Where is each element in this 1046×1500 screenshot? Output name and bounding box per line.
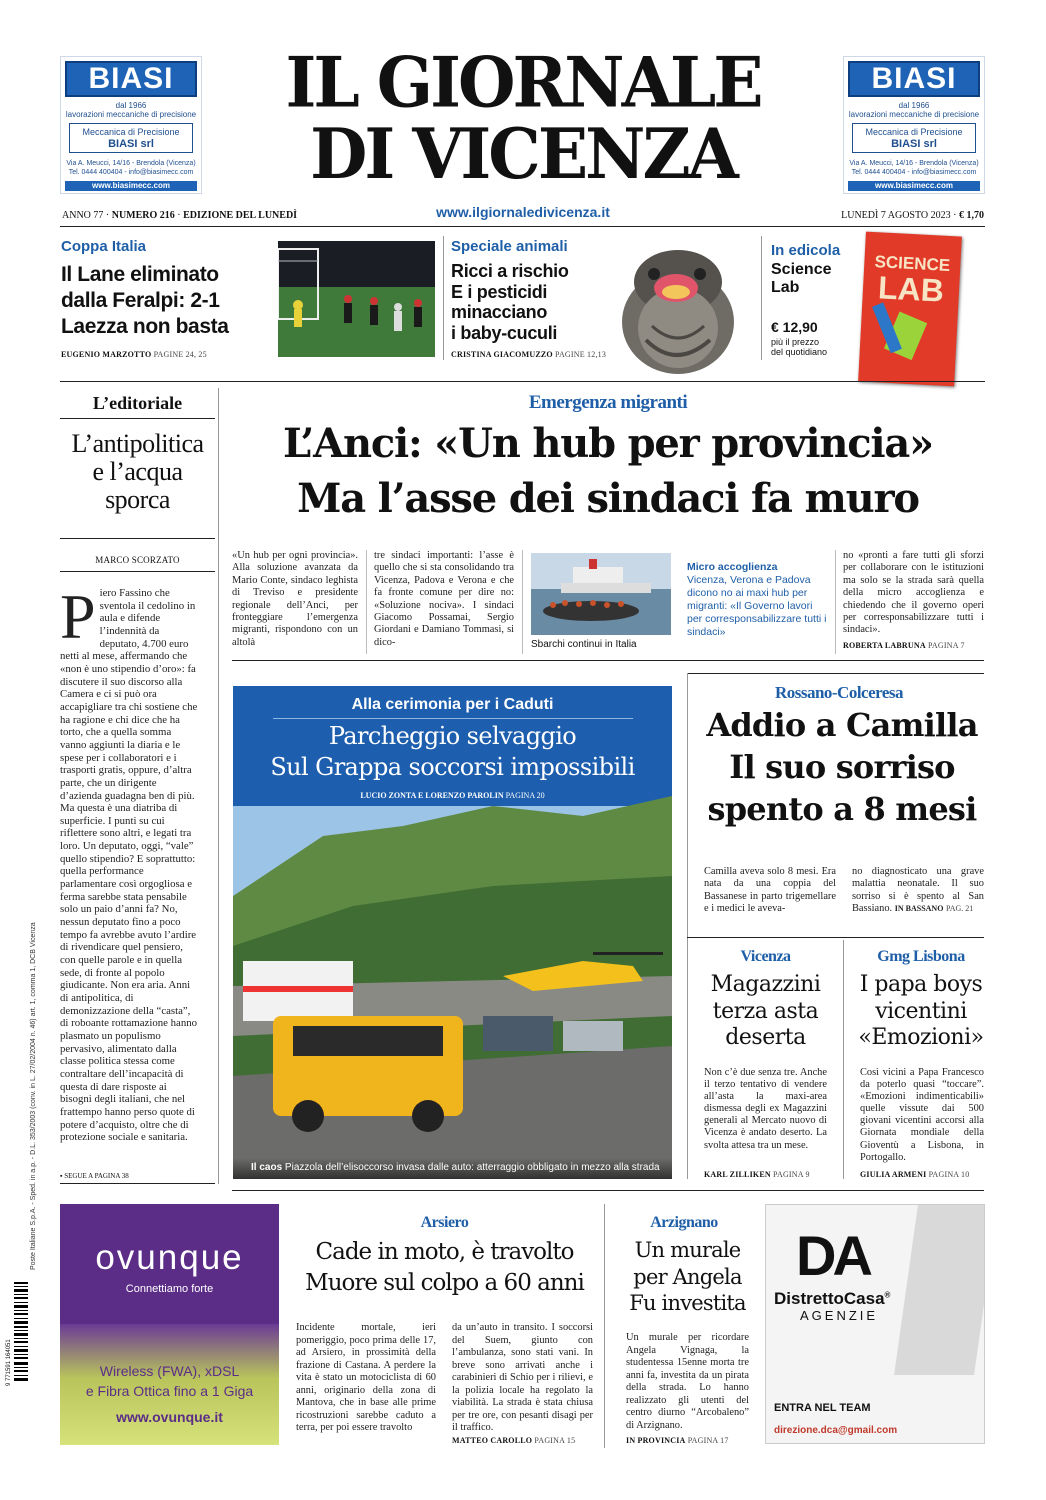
edizione: EDIZIONE DEL LUNEDÌ: [183, 210, 298, 221]
migrants-caption: Sbarchi continui in Italia: [531, 639, 637, 650]
gmg-headline[interactable]: I papa boys vicentini «Emozioni»: [858, 972, 984, 1050]
arsiero-byline: MATTEO CAROLLO PAGINA 15: [452, 1436, 576, 1445]
biasi-since2: lavorazioni meccaniche di precisione: [848, 110, 980, 119]
coppa-kicker: Coppa Italia: [61, 238, 147, 255]
biasi-ad-right[interactable]: [843, 56, 985, 194]
photo-byline: LUCIO ZONTA E LORENZO PAROLIN PAGINA 20: [360, 791, 545, 800]
photo-caption: Il caos Piazzola dell’elisoccorso invasa dalle auto: atterraggio obbligato in mezzo alla strada: [233, 1158, 672, 1179]
dropcap: P: [60, 587, 96, 652]
arsiero-kicker: Arsiero: [420, 1214, 469, 1231]
price: € 1,70: [959, 210, 984, 221]
cuckoo-bird-photo: [606, 230, 752, 380]
editoriale-kicker: L’editoriale: [92, 393, 183, 413]
migrants-photo: [531, 553, 671, 635]
anno: ANNO 77: [62, 210, 104, 221]
magazzini-kicker: Vicenza: [740, 948, 791, 965]
distrettocasa-cta[interactable]: ENTRA NEL TEAM: [774, 1402, 871, 1414]
distrettocasa-brand: DistrettoCasa®: [774, 1289, 891, 1308]
editoriale-body: Piero Fassino che sventola il cedolino in aula e difende l’indennità da deputato, 4.700 euro netti al mese, affermando che «non è uno stipendio d’oro»: fa discutere il suo discorso alla Camera e ci si può ora accapigliare tra chi sostiene che ha ragione e chi dice che ha torto, che a quella somma vanno aggiunti la diaria e le spese per i collaboratori e i trasporti gratis, oppure, d’altra parte, che un dirigente d’azienda guadagna ben di più. Ma questa è una diatriba di superficie. I punti su cui riflettere sono altri, e legati tra loro. Un deputato, oggi, “vale” quello stipendio? E soprattutto: quella performance parlamentare così orgogliosa e ferma sarebbe stata pensabile solo un paio d’anni fa? No, nessun deputato fino a poco tempo fa avrebbe avuto l’ardire di rivendicare quel pensiero, con quelle parole e in quella sede, di fronte al popolo giudicante. Non era aria. Anni di antipolitica, di demonizzazione della “casta”, di roboante rottamazione hanno plasmato un populismo pervasivo, alimentato dalla classe politica stessa come contraltare dell’incapacità di questa di dare risposte ai bisogni degli italiani, che nel frattempo hanno perso quote di potere d’acquisto, oltre che di protezione sociale e sanitaria.: [60, 587, 198, 1144]
ovunque-offer: Wireless (FWA), xDSL e Fibra Ottica fino a 1 Giga: [85, 1363, 254, 1399]
biasi-addr2: Tel. 0444 400404 - info@biasimecc.com: [851, 169, 977, 176]
edicola-kicker: In edicola: [771, 242, 841, 259]
distrettocasa-ad[interactable]: [765, 1204, 985, 1444]
editoriale-segue[interactable]: ▪ SEGUE A PAGINA 38: [60, 1172, 129, 1180]
lead-col4: no «pronti a fare tutti gli sforzi per collaborare con le istituzioni ma solo se la strada sarà quella della micro accoglienza e chiedendo che il governo operi per corresponsabilizzare tutti i sindaci».: [843, 550, 984, 636]
gmg-text: Così vicini a Papa Francesco da poterlo quasi “toccare”. «Emozioni indimenticabili» quelle vissute dai 500 giovani vicentini accorsi alla Giornata mondiale della Gioventù a Lisbona, in Portogallo.: [860, 1067, 984, 1163]
issue-date: LUNEDÌ 7 AGOSTO 2023: [841, 210, 951, 221]
gmg-kicker: Gmg Lisbona: [877, 948, 965, 965]
biasi-addr1: Via A. Meucci, 14/16 - Brendola (Vicenza): [66, 160, 196, 167]
biasi-addr2: Tel. 0444 400404 - info@biasimecc.com: [68, 169, 194, 176]
masthead-title: [250, 41, 796, 195]
micro-title: Micro accoglienza: [687, 561, 778, 573]
coppa-headline[interactable]: Il Lane eliminato dalla Feralpi: 2-1 Laezza non basta: [61, 263, 229, 338]
lead-byline: ROBERTA LABRUNA PAGINA 7: [843, 641, 965, 650]
ovunque-ad[interactable]: [60, 1204, 279, 1445]
barcode-number: 9 771591 164051: [6, 1339, 12, 1386]
arsiero-col2: da un’auto in transito. I soccorsi del Suem, giunto con l’ambulanza, sono stati vani. In breve sono arrivati anche i carabinieri di Schio per i rilievi, e la polizia locale ha regolato la viabilità. La strada è stata chiusa per tre ore, con pesanti disagi per il traffico.: [452, 1322, 593, 1433]
magazzini-byline: KARL ZILLIKEN PAGINA 9: [704, 1170, 810, 1179]
editoriale-author: MARCO SCORZATO: [95, 555, 180, 565]
photo-kicker: Alla cerimonia per i Caduti: [351, 696, 554, 713]
camilla-kicker: Rossano-Colceresa: [774, 683, 904, 702]
biasi-ad-left[interactable]: [60, 56, 202, 194]
biasi-web[interactable]: www.biasimecc.com: [65, 181, 197, 191]
numero: NUMERO 216: [111, 210, 175, 221]
science-lab-cover[interactable]: SCIENCE LAB: [858, 232, 962, 387]
lead-kicker: Emergenza migranti: [528, 392, 688, 413]
soccer-photo: [278, 241, 435, 357]
animali-byline: CRISTINA GIACOMUZZO PAGINE 12,13: [451, 350, 607, 359]
camilla-col1: Camilla aveva solo 8 mesi. Era nata da una coppia del Bassanese in parto trigemellare e i medici le aveva-: [704, 866, 836, 915]
edition-info: ANNO 77 · NUMERO 216 · EDIZIONE DEL LUNEDÌ: [62, 210, 298, 221]
magazzini-headline[interactable]: Magazzini terza asta deserta: [710, 972, 821, 1050]
biasi-since2: lavorazioni meccaniche di precisione: [65, 110, 197, 119]
distrettocasa-logo-icon: DA: [796, 1224, 869, 1287]
arzignano-text: Un murale per ricordare Angela Vignaga, la studentessa 15enne morta tre anni fa, investita da un pirata della strada. Lo hanno realizzato gli utenti del centro diurno “Arcobaleno” di Arzignano.: [626, 1332, 749, 1431]
edicola-note: più il prezzo del quotidiano: [771, 337, 828, 357]
legal-notice: Poste Italiane S.p.A. - Sped. in a.p. - D.L. 353/2003 (conv. in L. 27/02/2004 n. 46) art. 1, comma 1, DCB Vicenza: [30, 922, 37, 1270]
gmg-byline: GIULIA ARMENI PAGINA 10: [860, 1170, 970, 1179]
barcode: [6, 1280, 28, 1386]
ovunque-logo: ovunque: [95, 1238, 244, 1277]
biasi-box: Meccanica di Precisione BIASI srl: [852, 123, 976, 153]
coppa-byline: EUGENIO MARZOTTO PAGINE 24, 25: [61, 350, 207, 359]
arsiero-col1: Incidente mortale, ieri pomeriggio, poco prima delle 17, ad Arsiero, in prossimità della frazione di Castana. A perdere la vita è stato un motociclista di 60 anni, originario della zona di Mantova, che in base alle prime ricostruzioni sarebbe caduto a terra, per poi essere travolto: [296, 1322, 436, 1433]
animali-kicker: Speciale animali: [451, 238, 568, 255]
lead-col2: tre sindaci importanti: l’asse è quello che si sta consolidando tra Vicenza, Padova e Verona e che fa fronte comune per dire no: «Soluzione nociva». I sindaci Giacomo Possamai, Sergio Giordani e Damiano Tommasi, si dico-: [374, 550, 514, 648]
biasi-since: dal 1966: [898, 101, 930, 110]
editoriale-title[interactable]: L’antipolitica e l’acqua sporca: [71, 429, 204, 514]
date-price: LUNEDÌ 7 AGOSTO 2023 · € 1,70: [841, 210, 984, 221]
biasi-since: dal 1966: [115, 101, 147, 110]
camilla-headline[interactable]: Addio a Camilla Il suo sorriso spento a 8 mesi: [706, 706, 978, 828]
edicola-title[interactable]: Science Lab: [771, 261, 832, 296]
ovunque-tagline: Connettiamo forte: [125, 1283, 214, 1295]
micro-text: Vicenza, Verona e Padova dicono no ai maxi hub per migranti: «Il Governo lavori per corresponsabilizzare tutti i sindaci»: [687, 574, 827, 638]
biasi-addr1: Via A. Meucci, 14/16 - Brendola (Vicenza): [849, 160, 979, 167]
edicola-price: € 12,90: [771, 319, 818, 335]
biasi-logo: BIASI: [848, 61, 980, 97]
distrettocasa-sub: AGENZIE: [800, 1308, 879, 1323]
arzignano-byline: IN PROVINCIA PAGINA 17: [626, 1436, 729, 1445]
masthead-url[interactable]: www.ilgiornaledivicenza.it: [436, 204, 610, 220]
camilla-col2: no diagnosticato una grave malattia neonatale. Il suo sorriso si è spento al San Bassiano. IN BASSANO PAG. 21: [852, 866, 984, 915]
distrettocasa-email[interactable]: direzione.dca@gmail.com: [774, 1425, 898, 1436]
arzignano-headline[interactable]: Un murale per Angela Fu investita: [629, 1238, 746, 1315]
grappa-photo-story[interactable]: [233, 686, 672, 1179]
photo-headline[interactable]: Parcheggio selvaggio Sul Grappa soccorsi impossibili: [270, 722, 635, 781]
magazzini-text: Non c’è due senza tre. Anche il terzo tentativo di vendere all’asta la maxi-area dismessa degli ex Magazzini generali al Mercato nuovo di Vicenza è andato deserto. La svolta attesa tra un mese.: [704, 1067, 827, 1151]
lead-col1: «Un hub per ogni provincia». Alla soluzione avanzata da Mario Conte, sindaco leghista di Treviso e presidente regionale dell’Anci, per fronteggiare l’emergenza migranti, rispondono con un altolà: [232, 550, 358, 648]
lead-headline[interactable]: L’Anci: «Un hub per provincia» Ma l’asse dei sindaci fa muro: [283, 420, 933, 522]
biasi-web[interactable]: www.biasimecc.com: [848, 181, 980, 191]
masthead-line1: IL GIORNALE: [285, 41, 761, 124]
arzignano-kicker: Arzignano: [650, 1214, 718, 1231]
animali-headline[interactable]: Ricci a rischio E i pesticidi minacciano i baby-cuculi: [451, 261, 569, 343]
arsiero-headline[interactable]: Cade in moto, è travolto Muore sul colpo a 60 anni: [305, 1239, 584, 1296]
biasi-box: Meccanica di Precisione BIASI srl: [69, 123, 193, 153]
biasi-logo: BIASI: [65, 61, 197, 97]
masthead-line2: DI VICENZA: [310, 112, 736, 195]
ovunque-url[interactable]: www.ovunque.it: [116, 1409, 223, 1425]
